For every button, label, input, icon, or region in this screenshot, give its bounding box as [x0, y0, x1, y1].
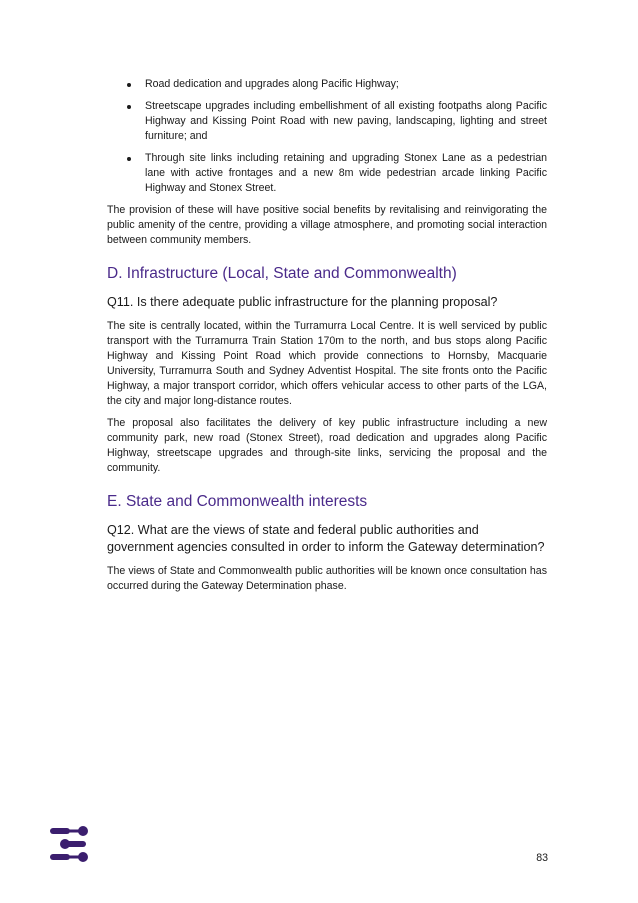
list-item: [107, 151, 547, 196]
bullet-text: Road dedication and upgrades along Pacific Highway;: [145, 78, 399, 90]
social-benefits-paragraph: The provision of these will have positive social benefits by revitalising and reinvigorating the public amenity of the centre, providing a village atmosphere, and promoting social interaction between community members.: [107, 204, 547, 246]
bullet-icon: [127, 83, 131, 87]
linked-dots-logo-icon: [47, 826, 89, 862]
bullet-icon: [127, 157, 131, 161]
bullet-icon: [127, 105, 131, 109]
infrastructure-paragraph-2: The proposal also facilitates the delivery of key public infrastructure including a new community park, new road (Stonex Street), road dedication and upgrades along Pacific Highway, streetscape upgrades and through-site links, servicing the proposal and the community.: [107, 417, 547, 474]
bullet-text: Through site links including retaining and upgrading Stonex Lane as a pedestrian lane with active frontages and a new 8m wide pedestrian arcade linking Pacific Highway and Stonex Street.: [145, 152, 547, 194]
list-item: [107, 99, 547, 144]
page-number: 83: [536, 852, 548, 864]
question-11: Q11. Is there adequate public infrastructure for the planning proposal?: [107, 295, 498, 309]
question-12: Q12. What are the views of state and federal public authorities and government agencies consulted in order to inform the Gateway determination?: [107, 523, 545, 554]
list-item: [107, 77, 547, 92]
page-content: [107, 77, 547, 601]
infrastructure-paragraph-1: The site is centrally located, within the Turramurra Local Centre. It is well serviced by public transport with the Turramurra Train Station 170m to the north, and bus stops along Pacific Highway and Kissing Point Road which provide connections to Hornsby, Macquarie University, Turramurra South and Sydney Adventist Hospital. The site fronts onto the Pacific Highway, a major transport corridor, which offers vehicular access to other parts of the LGA, the city and major long-distance routes.: [107, 320, 547, 407]
section-e-heading: E. State and Commonwealth interests: [107, 493, 368, 510]
bullet-list: [107, 77, 547, 196]
section-d-heading: D. Infrastructure (Local, State and Commonwealth): [107, 265, 457, 282]
state-interests-paragraph: The views of State and Commonwealth public authorities will be known once consultation has occurred during the Gateway Determination phase.: [107, 565, 547, 592]
bullet-text: Streetscape upgrades including embellishment of all existing footpaths along Pacific Highway and Kissing Point Road with new paving, landscaping, lighting and street furniture; and: [145, 100, 547, 142]
